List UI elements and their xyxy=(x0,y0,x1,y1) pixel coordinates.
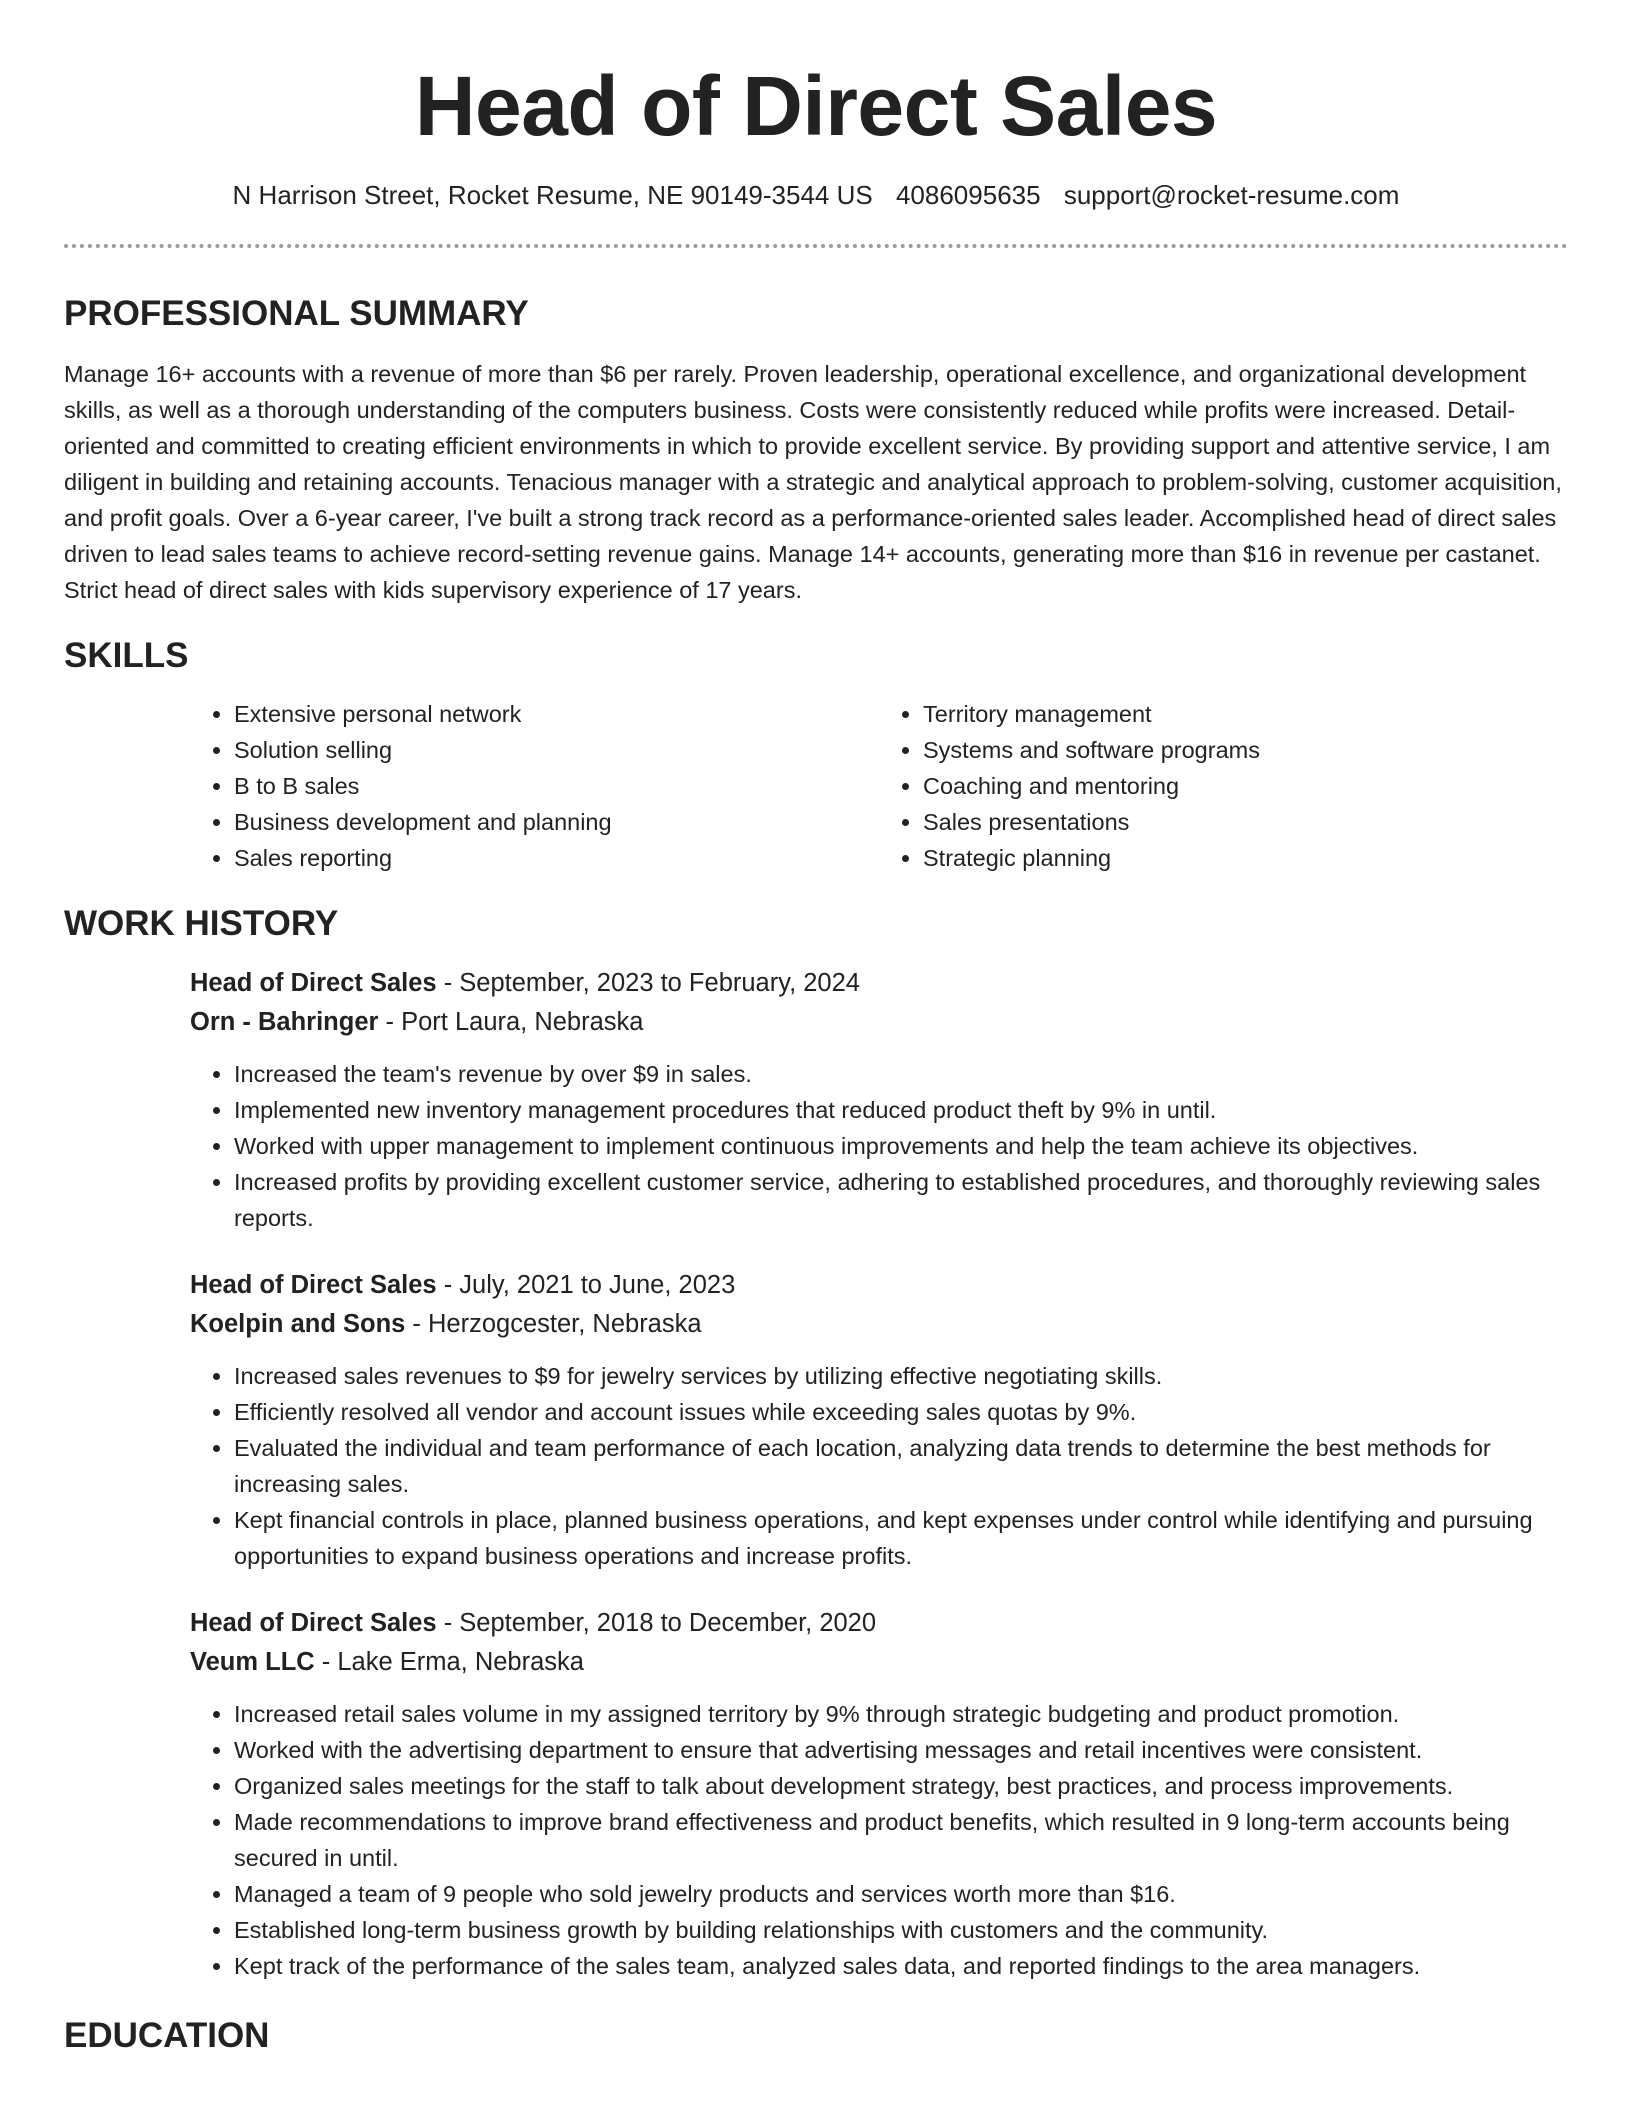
job-bullet: • Worked with upper management to implement continuous improvements and help the team achieve its objectives. xyxy=(234,1128,1568,1164)
skill-item: • Strategic planning xyxy=(923,840,1568,876)
skill-item: • Coaching and mentoring xyxy=(923,768,1568,804)
work-section xyxy=(64,902,1568,1984)
job-dates: - September, 2018 to December, 2020 xyxy=(436,1609,877,1637)
job-title: Head of Direct Sales xyxy=(190,1609,437,1637)
job-company: Koelpin and Sons xyxy=(190,1310,406,1338)
skill-item: • Solution selling xyxy=(234,732,879,768)
header-divider xyxy=(64,244,1568,248)
job-company: Orn - Bahringer xyxy=(190,1008,379,1036)
job-bullets xyxy=(190,1696,1568,1984)
job-bullet: • Made recommendations to improve brand effectiveness and product benefits, which resulted in 9 long-term accounts being secured in until. xyxy=(234,1804,1568,1876)
contact-line xyxy=(64,178,1568,212)
skills-columns xyxy=(190,696,1568,876)
education-heading: EDUCATION xyxy=(64,2016,270,2055)
education-section xyxy=(64,2014,1568,2058)
job-bullet: • Efficiently resolved all vendor and account issues while exceeding sales quotas by 9%. xyxy=(234,1394,1568,1430)
skill-item: • Extensive personal network xyxy=(234,696,879,732)
work-heading: WORK HISTORY xyxy=(64,904,339,943)
job-bullet: • Increased profits by providing excellent customer service, adhering to established procedures, and thoroughly reviewing sales reports. xyxy=(234,1164,1568,1236)
job-title-line xyxy=(190,1266,1568,1305)
skills-list-left xyxy=(190,696,879,876)
job-bullet: • Kept track of the performance of the sales team, analyzed sales data, and reported findings to the area managers. xyxy=(234,1948,1568,1984)
job-location: - Herzogcester, Nebraska xyxy=(405,1310,702,1338)
job-bullets xyxy=(190,1056,1568,1236)
job-bullet: • Established long-term business growth by building relationships with customers and the community. xyxy=(234,1912,1568,1948)
job-company-line xyxy=(190,1003,1568,1042)
job-location: - Port Laura, Nebraska xyxy=(378,1008,644,1036)
job-company-line xyxy=(190,1643,1568,1682)
job-location: - Lake Erma, Nebraska xyxy=(314,1648,584,1676)
job-title-line xyxy=(190,1604,1568,1643)
job-bullet: • Increased sales revenues to $9 for jewelry services by utilizing effective negotiating skills. xyxy=(234,1358,1568,1394)
contact-email: support@rocket-resume.com xyxy=(1063,180,1400,210)
job-bullet: • Organized sales meetings for the staff to talk about development strategy, best practices, and process improvements. xyxy=(234,1768,1568,1804)
job-company-line xyxy=(190,1305,1568,1344)
contact-phone: 4086095635 xyxy=(895,180,1041,210)
job-company: Veum LLC xyxy=(190,1648,315,1676)
skill-item: • Sales presentations xyxy=(923,804,1568,840)
skills-heading: SKILLS xyxy=(64,636,189,675)
skill-item: • B to B sales xyxy=(234,768,879,804)
job-bullet: • Kept financial controls in place, planned business operations, and kept expenses under control while identifying and pursuing opportunities to expand business operations and increase profits. xyxy=(234,1502,1568,1574)
job-dates: - July, 2021 to June, 2023 xyxy=(436,1271,736,1299)
job-bullet: • Managed a team of 9 people who sold jewelry products and services worth more than $16. xyxy=(234,1876,1568,1912)
summary-text: Manage 16+ accounts with a revenue of more than $6 per rarely. Proven leadership, operational excellence, and organizational development skills, as well as a thorough understanding of the computers business. Costs were consistently reduced while profits were increased. Detail-oriented and committed to creating efficient environments in which to provide excellent service. By providing support and attentive service, I am diligent in building and retaining accounts. Tenacious manager with a strategic and analytical approach to problem-solving, customer acquisition, and profit goals. Over a 6-year career, I've built a strong track record as a performance-oriented sales leader. Accomplished head of direct sales driven to lead sales teams to achieve record-setting revenue gains. Manage 14+ accounts, generating more than $16 in revenue per castanet. Strict head of direct sales with kids supervisory experience of 17 years. xyxy=(64,361,1562,603)
job-title: Head of Direct Sales xyxy=(190,1271,437,1299)
job-bullet: • Increased retail sales volume in my assigned territory by 9% through strategic budgeting and product promotion. xyxy=(234,1696,1568,1732)
skills-list-right xyxy=(879,696,1568,876)
job-title-line xyxy=(190,964,1568,1003)
job-entry xyxy=(190,1266,1568,1574)
job-bullet: • Worked with the advertising department to ensure that advertising messages and retail incentives were consistent. xyxy=(234,1732,1568,1768)
job-entry xyxy=(190,1604,1568,1984)
skill-item: • Systems and software programs xyxy=(923,732,1568,768)
skills-section xyxy=(64,634,1568,876)
job-bullets xyxy=(190,1358,1568,1574)
job-bullet: • Implemented new inventory management procedures that reduced product theft by 9% in until. xyxy=(234,1092,1568,1128)
job-dates: - September, 2023 to February, 2024 xyxy=(436,969,860,997)
skill-item: • Business development and planning xyxy=(234,804,879,840)
summary-heading: PROFESSIONAL SUMMARY xyxy=(64,294,529,333)
resume-name: Head of Direct Sales xyxy=(414,59,1218,153)
resume-page xyxy=(64,0,1568,2058)
job-bullet: • Increased the team's revenue by over $9 in sales. xyxy=(234,1056,1568,1092)
job-bullet: • Evaluated the individual and team performance of each location, analyzing data trends to determine the best methods for increasing sales. xyxy=(234,1430,1568,1502)
skill-item: • Territory management xyxy=(923,696,1568,732)
contact-address: N Harrison Street, Rocket Resume, NE 90149-3544 US xyxy=(232,180,873,210)
skill-item: • Sales reporting xyxy=(234,840,879,876)
job-title: Head of Direct Sales xyxy=(190,969,437,997)
summary-section xyxy=(64,292,1568,608)
job-entry xyxy=(190,964,1568,1236)
